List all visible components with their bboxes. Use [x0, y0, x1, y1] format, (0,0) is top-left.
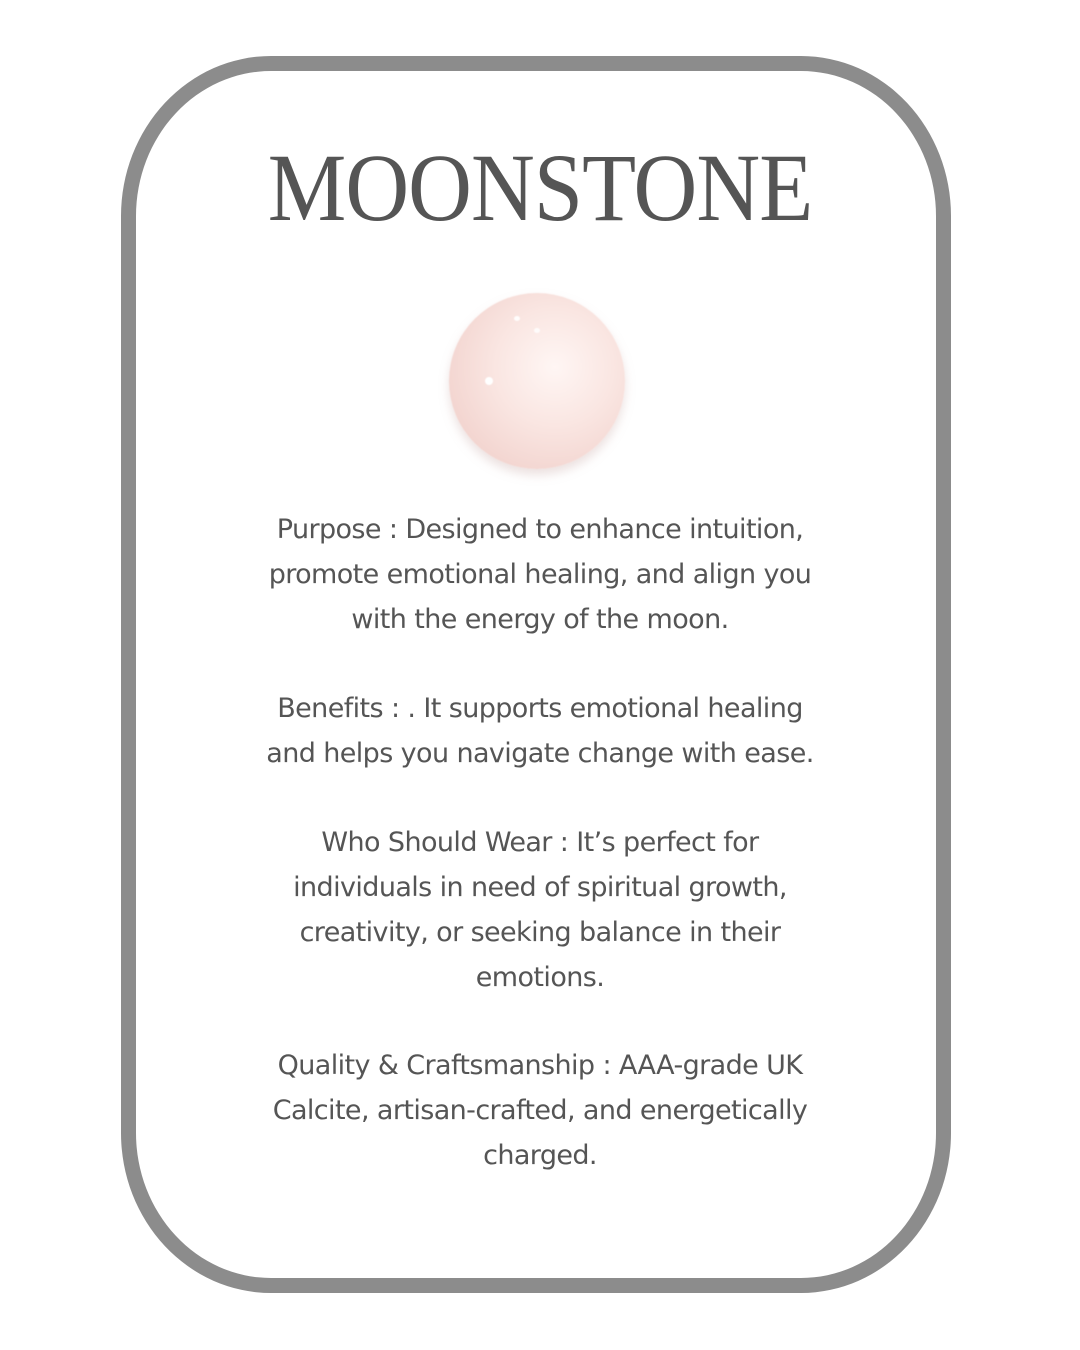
who-should-wear-line: Who Should Wear : It’s perfect for	[321, 827, 759, 858]
who-should-wear-line: emotions.	[475, 962, 605, 993]
who-should-wear-line: creativity, or seeking balance in their	[299, 917, 781, 948]
quality-line: Calcite, artisan-crafted, and energetically	[272, 1095, 808, 1126]
benefits-line: and helps you navigate change with ease.	[266, 738, 814, 769]
who-should-wear-line: individuals in need of spiritual growth,	[293, 872, 787, 903]
purpose-line: promote emotional healing, and align you	[268, 559, 812, 590]
quality-line: Quality & Craftsmanship : AAA-grade UK	[277, 1050, 803, 1081]
quality-line: charged.	[483, 1140, 597, 1171]
stone-highlight	[514, 316, 520, 321]
moonstone-image	[449, 293, 625, 469]
purpose-line: with the energy of the moon.	[351, 604, 729, 635]
quality-section	[200, 1043, 880, 1178]
stone-highlight	[485, 377, 493, 385]
who-should-wear-section	[200, 820, 880, 1000]
purpose-line: Purpose : Designed to enhance intuition,	[276, 514, 804, 545]
benefits-section	[200, 686, 880, 776]
benefits-line: Benefits : . It supports emotional healing	[277, 693, 803, 724]
purpose-section	[200, 507, 880, 642]
card-title: MOONSTONE	[267, 134, 813, 241]
stone-highlight	[534, 328, 540, 333]
